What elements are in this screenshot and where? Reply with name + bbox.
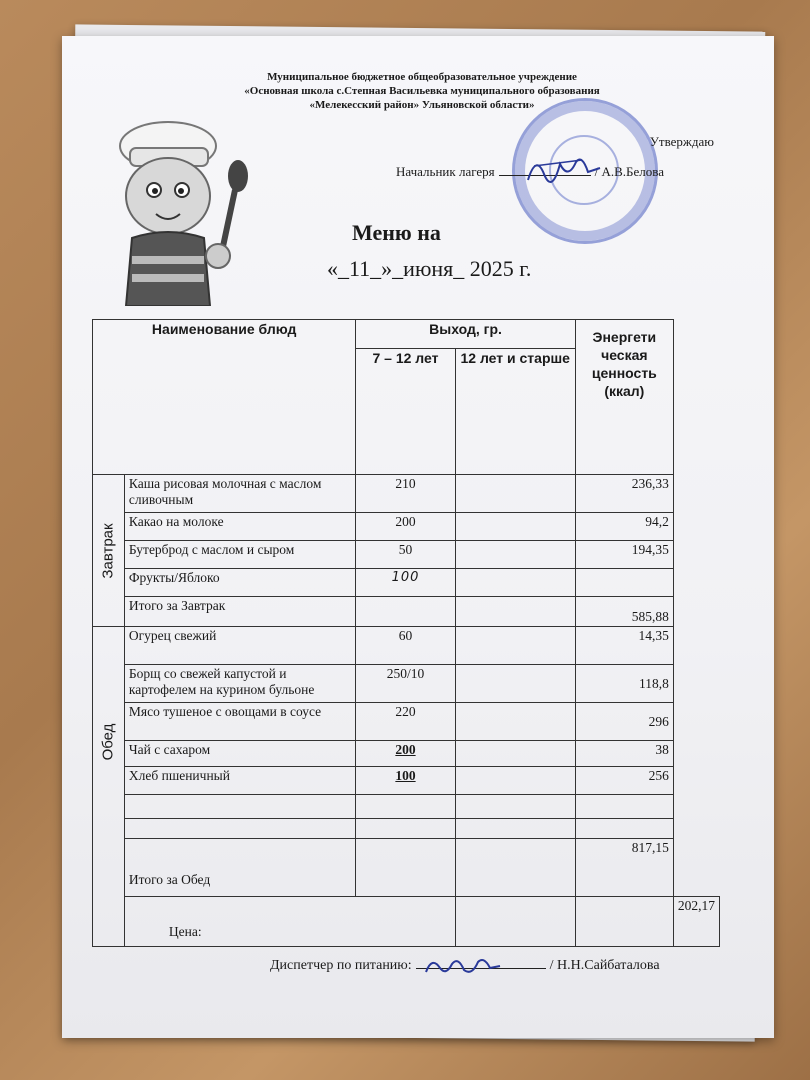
output-12-plus [455, 767, 575, 795]
breakfast-total-energy: 585,88 [575, 597, 673, 627]
energy-value [575, 569, 673, 597]
output-7-12: 250/10 [356, 665, 455, 703]
empty-cell [356, 819, 455, 839]
header-age-12-plus: 12 лет и старше [455, 348, 575, 474]
menu-document [62, 36, 774, 1038]
approve-label: Утверждаю [649, 134, 714, 149]
chef-boy-illustration [98, 106, 258, 306]
output-7-12 [455, 897, 575, 947]
empty-cell [455, 795, 575, 819]
empty-cell [124, 795, 355, 819]
header-line-1: Муниципальное бюджетное общеобразовательное учреждение [267, 71, 577, 83]
chief-label: Начальник лагеря [396, 164, 495, 179]
price-value: 202,17 [673, 897, 719, 947]
breakfast-label-cell [93, 475, 125, 627]
output-7-12: 220 [356, 703, 455, 741]
dispatcher-line [270, 958, 660, 974]
chief-name: / А.В.Белова [594, 164, 665, 179]
output-12-plus [455, 665, 575, 703]
output-12-plus [455, 475, 575, 513]
menu-table [92, 319, 720, 947]
energy-value: 296 [575, 703, 673, 741]
header-age-7-12: 7 – 12 лет [356, 348, 455, 474]
lunch-total-label: Итого за Обед [124, 839, 355, 897]
dispatcher-signature [422, 954, 502, 980]
output-7-12 [356, 839, 455, 897]
output-7-12: 100 [356, 767, 455, 795]
output-7-12 [356, 597, 455, 627]
energy-value: 94,2 [575, 513, 673, 541]
menu-title: Меню на [352, 220, 441, 245]
empty-cell [356, 795, 455, 819]
dish-name: Какао на молоке [124, 513, 355, 541]
price-label: Цена: [124, 897, 455, 947]
output-12-plus [455, 541, 575, 569]
output-12-plus [455, 569, 575, 597]
menu-date: «_11_»_июня_ 2025 г. [327, 256, 532, 281]
header-line-3: «Мелекесский район» Ульяновской области» [309, 99, 535, 111]
output-7-12: 60 [356, 627, 455, 665]
breakfast-label: Завтрак [99, 522, 117, 579]
energy-value: 14,35 [575, 627, 673, 665]
output-7-12: 200 [356, 741, 455, 767]
output-12-plus [455, 839, 575, 897]
dish-name: Хлеб пшеничный [124, 767, 355, 795]
output-12-plus [455, 597, 575, 627]
empty-cell [575, 795, 673, 819]
dish-name: Чай с сахаром [124, 741, 355, 767]
dish-name: Мясо тушеное с овощами в соусе [124, 703, 355, 741]
lunch-label-cell [93, 627, 125, 947]
output-12-plus [455, 627, 575, 665]
output-12-plus [575, 897, 673, 947]
energy-value: 256 [575, 767, 673, 795]
dish-name: Огурец свежий [124, 627, 355, 665]
energy-value: 236,33 [575, 475, 673, 513]
empty-cell [455, 819, 575, 839]
chief-signature [524, 150, 604, 190]
energy-value: 38 [575, 741, 673, 767]
lunch-label: Обед [99, 723, 117, 761]
output-12-plus [455, 741, 575, 767]
breakfast-total-label: Итого за Завтрак [124, 597, 355, 627]
output-7-12: 50 [356, 541, 455, 569]
dispatcher-signature-line [416, 968, 546, 969]
dispatcher-name: / Н.Н.Сайбаталова [549, 958, 660, 973]
output-7-12: 200 [356, 513, 455, 541]
energy-value: 118,8 [575, 665, 673, 703]
dish-name: Бутерброд с маслом и сыром [124, 541, 355, 569]
dish-name: Фрукты/Яблоко [124, 569, 355, 597]
dispatcher-label: Диспетчер по питанию: [270, 958, 412, 973]
empty-cell [575, 819, 673, 839]
dish-name: Каша рисовая молочная с маслом сливочным [124, 475, 355, 513]
output-12-plus [455, 703, 575, 741]
output-7-12-handwritten: 100 [356, 569, 455, 597]
header-energy: Энергети ческая ценность (ккал) [575, 320, 673, 475]
empty-cell [124, 819, 355, 839]
output-12-plus [455, 513, 575, 541]
energy-value: 194,35 [575, 541, 673, 569]
lunch-total-energy: 817,15 [575, 839, 673, 897]
header-line-2: «Основная школа с.Степная Васильевка муниципального образования [244, 85, 600, 97]
header-output: Выход, гр. [356, 320, 575, 349]
dish-name: Борщ со свежей капустой и картофелем на курином бульоне [124, 665, 355, 703]
output-7-12: 210 [356, 475, 455, 513]
header-dish-name: Наименование блюд [93, 320, 356, 475]
